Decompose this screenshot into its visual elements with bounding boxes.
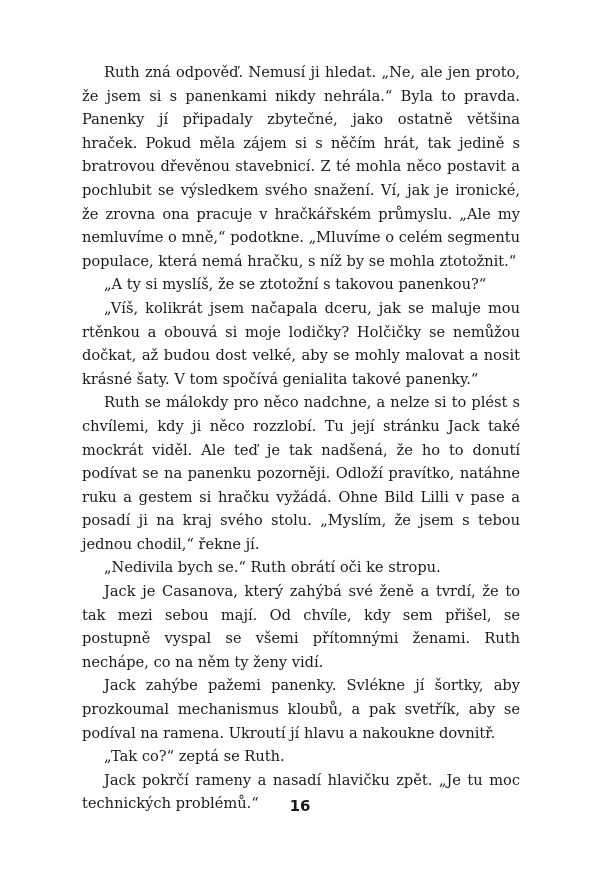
body-text bbox=[82, 61, 520, 816]
page-number: 16 bbox=[289, 797, 311, 815]
paragraph: Ruth zná odpověď. Nemusí ji hledat. „Ne, ale jen proto, že jsem si s panenkami nikdy nehrála.“ Byla to pravda. Panenky jí připadaly zbytečné, jako ostatně většina hraček. Pokud měla zájem si s něčím hrát, tak jedině s bratrovou dřevěnou stavebnicí. Z té mohla něco postavit a pochlubit se výsledkem svého snažení. Ví, jak je ironické, že zrovna ona pracuje v hračkářském průmyslu. „Ale my nemluvíme o mně,“ podotkne. „Mluvíme o celém segmentu populace, která nemá hračku, s níž by se mohla ztotožnit.“ bbox=[82, 64, 520, 270]
paragraph: „Víš, kolikrát jsem načapala dceru, jak se maluje mou rtěnkou a obouvá si moje lodičky? Holčičky se nemůžou dočkat, až budou dost velké, aby se mohly malovat a nosit krásné šaty. V tom spočívá genialita takové panenky.“ bbox=[82, 299, 520, 388]
paragraph: „Tak co?“ zeptá se Ruth. bbox=[104, 748, 285, 766]
paragraph: Jack zahýbe pažemi panenky. Svlékne jí šortky, aby prozkoumal mechanismus kloubů, a pak svetřík, aby se podíval na ramena. Ukroutí jí hlavu a nakoukne dovnitř. bbox=[82, 677, 520, 742]
paragraph: Ruth se málokdy pro něco nadchne, a nelze si to plést s chvílemi, kdy ji něco rozzlobí. Tu její stránku Jack také mockrát viděl. Ale teď je tak nadšená, že ho to donutí podívat se na panenku pozorněji. Odloží pravítko, natáhne ruku a gestem si hračku vyžádá. Ohne Bild Lilli v pase a posadí ji na kraj svého stolu. „Myslím, že jsem s tebou jednou chodil,“ řekne jí. bbox=[82, 394, 520, 553]
paragraph: Jack pokrčí rameny a nasadí hlavičku zpět. „Je tu moc technických problémů.“ bbox=[82, 771, 520, 813]
paragraph: „Nedivila bych se.“ Ruth obrátí oči ke stropu. bbox=[104, 559, 441, 577]
paragraph: „A ty si myslíš, že se ztotožní s takovou panenkou?“ bbox=[104, 276, 487, 294]
paragraph: Jack je Casanova, který zahýbá své ženě a tvrdí, že to tak mezi sebou mají. Od chvíle, kdy sem přišel, se postupně vyspal se všemi přítomnými ženami. Ruth nechápe, co na něm ty ženy vidí. bbox=[82, 583, 520, 671]
